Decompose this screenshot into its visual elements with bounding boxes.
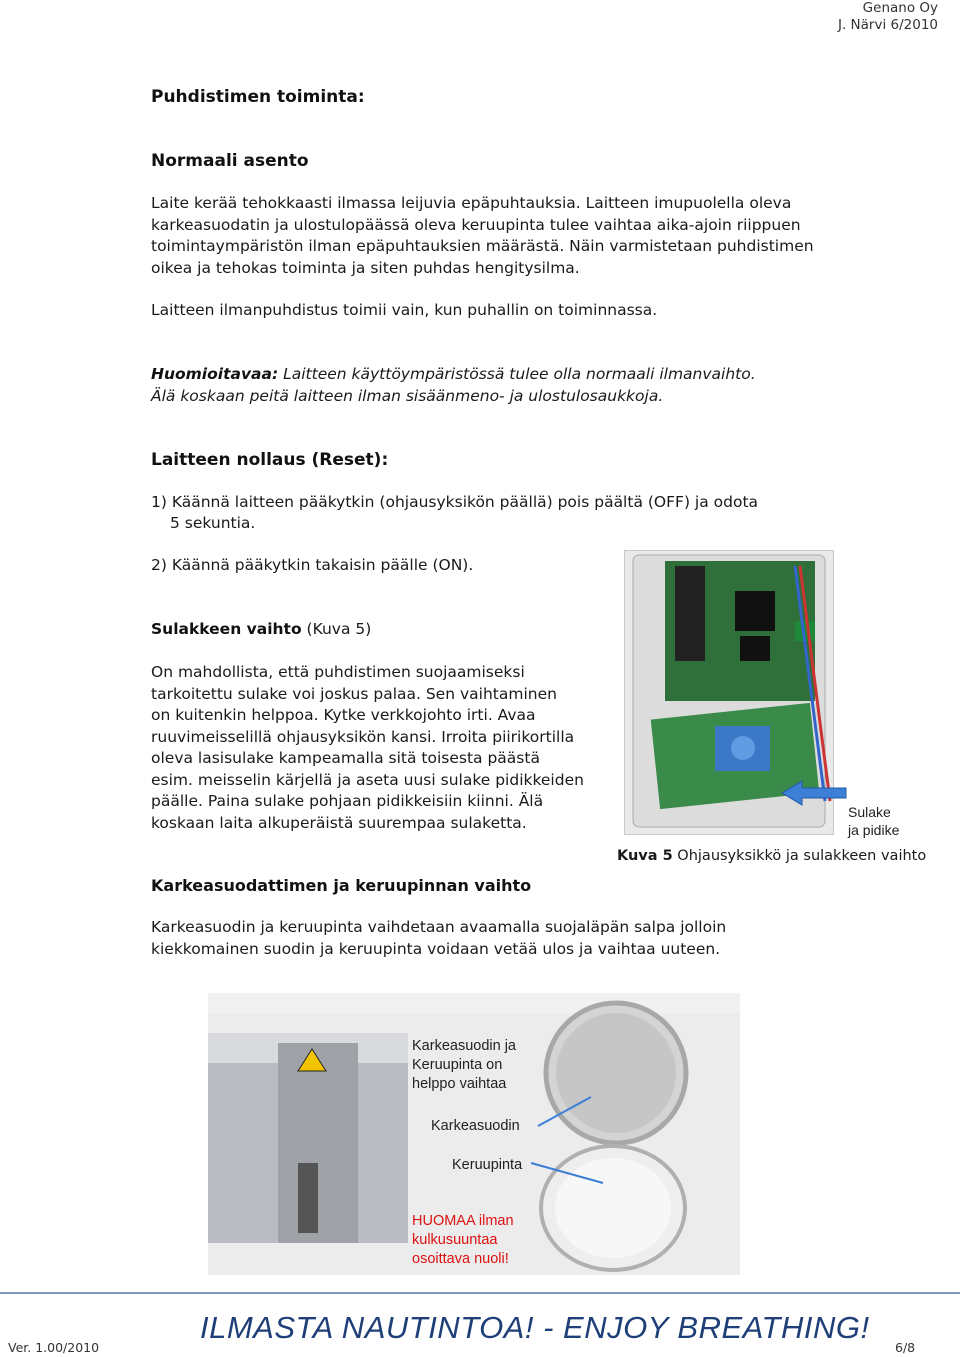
normal-heading: Normaali asento <box>151 151 309 171</box>
note-line-1 <box>151 364 756 386</box>
footer-page-number: 6/8 <box>895 1340 916 1355</box>
section-title: Puhdistimen toiminta: <box>151 87 365 107</box>
label-coarse-filter: Karkeasuodin <box>431 1118 520 1134</box>
reset-step-1-cont: 5 sekuntia. <box>170 514 256 532</box>
footer-slogan: ILMASTA NAUTINTOA! - ENJOY BREATHING! <box>200 1310 870 1345</box>
author-date: J. Närvi 6/2010 <box>837 17 938 33</box>
label-line: kulkusuuntaa <box>412 1232 498 1248</box>
text-line: päälle. Paina sulake pohjaan pidikkeisiin kiinni. Älä <box>151 792 544 810</box>
footer-divider <box>0 1292 960 1294</box>
reset-heading: Laitteen nollaus (Reset): <box>151 450 389 470</box>
text-line: Karkeasuodin ja keruupinta vaihdetaan avaamalla suojaläpän salpa jolloin <box>151 918 727 936</box>
normal-paragraph <box>151 193 814 279</box>
text-line: kiekkomainen suodin ja keruupinta voidaan vetää ulos ja vaihtaa uuteen. <box>151 939 721 958</box>
text-line: esim. meisselin kärjellä ja aseta uusi sulake pidikkeiden <box>151 770 584 789</box>
text-line: On mahdollista, että puhdistimen suojaamiseksi <box>151 663 525 681</box>
note-text: Laitteen käyttöympäristössä tulee olla normaali ilmanvaihto. <box>278 365 756 383</box>
text-line: ruuvimeisselillä ohjausyksikön kansi. Irroita piirikortilla <box>151 727 575 746</box>
fuse-paragraph <box>151 662 621 834</box>
normal-paragraph-2: Laitteen ilmanpuhdistus toimii vain, kun puhallin on toiminnassa. <box>151 301 658 319</box>
label-line: HUOMAA ilman <box>412 1213 514 1229</box>
reset-step-2: 2) Käännä pääkytkin takaisin päälle (ON). <box>151 556 474 574</box>
text-line: toimintaympäristön ilman epäpuhtauksien määrästä. Näin varmistetaan puhdistimen <box>151 237 814 255</box>
label-line: osoittava nuoli! <box>412 1251 509 1267</box>
fuse-label-line: Sulake <box>848 804 891 820</box>
fuse-heading <box>151 619 371 641</box>
label-warning <box>412 1212 514 1269</box>
label-line: helppo vaihtaa <box>412 1076 507 1092</box>
text-line: koskaan laita alkuperäistä suurempaa sulaketta. <box>151 813 527 832</box>
text-line: Laite kerää tehokkaasti ilmassa leijuvia epäpuhtauksia. Laitteen imupuolella oleva <box>151 194 792 212</box>
figure-caption <box>617 846 926 868</box>
label-line: Keruupinta on <box>412 1057 503 1073</box>
text-line: oikea ja tehokas toiminta ja siten puhdas hengitysilma. <box>151 258 580 277</box>
text-line: karkeasuodatin ja ulostulopäässä oleva keruupinta tulee vaihtaa aika-ajoin riippuen <box>151 215 801 234</box>
label-line: Karkeasuodin ja <box>412 1038 516 1054</box>
text-line: on kuitenkin helppoa. Kytke verkkojohto irti. Avaa <box>151 706 536 724</box>
fuse-label-line: ja pidike <box>848 822 900 838</box>
fuse-heading-ref: (Kuva 5) <box>301 620 372 638</box>
caption-text: Ohjausyksikkö ja sulakkeen vaihto <box>672 848 927 864</box>
filter-paragraph <box>151 917 726 960</box>
filter-heading: Karkeasuodattimen ja keruupinnan vaihto <box>151 876 532 895</box>
label-easy-change <box>412 1037 516 1094</box>
note-label: Huomioitavaa: <box>151 365 279 383</box>
company-name: Genano Oy <box>862 0 938 16</box>
footer-version: Ver. 1.00/2010 <box>8 1340 100 1355</box>
fuse-heading-text: Sulakkeen vaihto <box>151 620 302 638</box>
caption-number: Kuva 5 <box>617 848 673 864</box>
fuse-label <box>848 803 899 839</box>
text-line: oleva lasisulake kampeamalla sitä toisesta päästä <box>151 749 540 767</box>
text-line: tarkoitettu sulake voi joskus palaa. Sen vaihtaminen <box>151 684 557 703</box>
fuse-arrow-icon <box>780 775 850 815</box>
note-line-2: Älä koskaan peitä laitteen ilman sisäänmeno- ja ulostulosaukkoja. <box>151 387 664 405</box>
label-collection-surface: Keruupinta <box>452 1157 523 1173</box>
reset-step-1: 1) Käännä laitteen pääkytkin (ohjausyksikön päällä) pois päältä (OFF) ja odota <box>151 493 759 511</box>
